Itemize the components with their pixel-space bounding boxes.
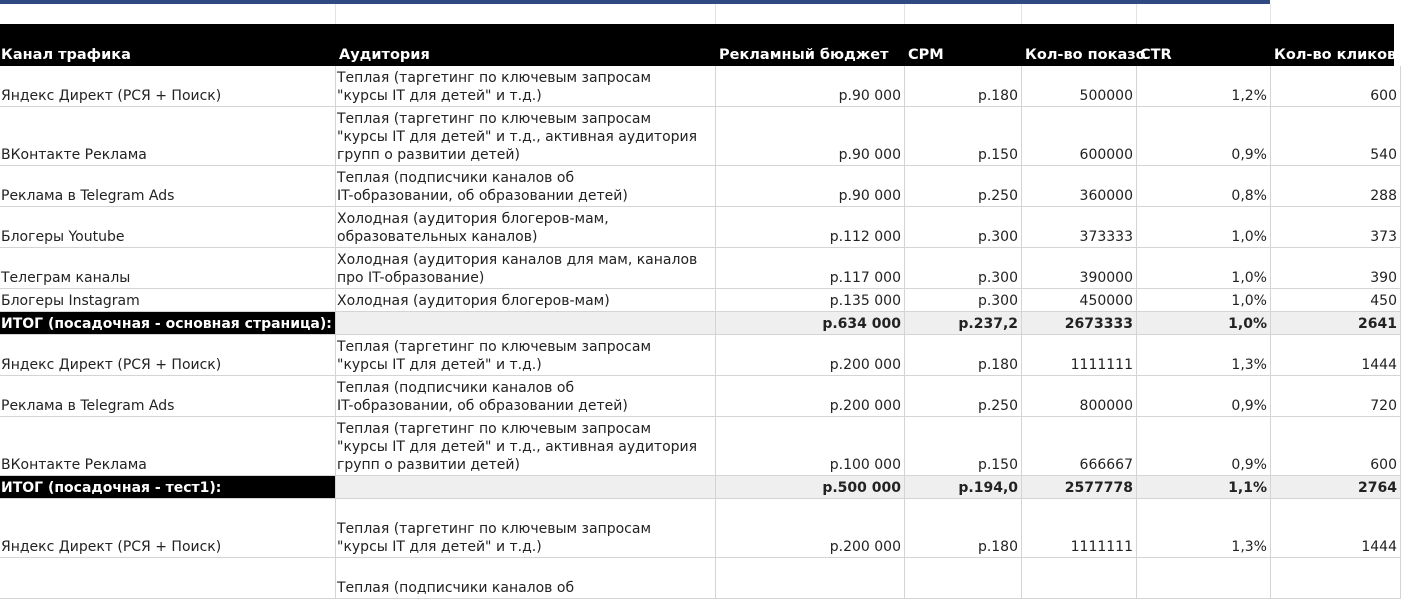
cell-ctr[interactable] (1137, 248, 1271, 289)
cell-ctr[interactable] (1137, 499, 1271, 558)
audience-value: Теплая (подписчики каналов об IT-образовании, об образовании детей) (337, 380, 628, 414)
cell-audience[interactable] (336, 66, 716, 107)
cell-ctr[interactable] (1137, 166, 1271, 207)
ctr-value: 1,3% (1231, 539, 1267, 555)
cpm-value: р.250 (977, 398, 1018, 414)
cell-clicks[interactable] (1271, 499, 1401, 558)
audience-value: Теплая (таргетинг по ключевым запросам "курсы IT для детей" и т.д., активная аудитория групп о развитии детей) (337, 421, 698, 473)
empty-row (0, 4, 1394, 24)
cell-budget[interactable] (716, 166, 905, 207)
cell-channel[interactable] (0, 207, 336, 248)
ctr-value: 1,0% (1231, 270, 1267, 286)
cell-cpm[interactable] (905, 335, 1022, 376)
clicks-value: 600 (1370, 88, 1397, 104)
cell-budget[interactable] (716, 499, 905, 558)
cell-impressions[interactable] (1022, 66, 1137, 107)
impressions-value: 373333 (1079, 229, 1133, 245)
cpm-value: р.150 (977, 147, 1018, 163)
ctr-value: 1,0% (1231, 293, 1267, 309)
column-divider (335, 4, 336, 24)
cell-clicks[interactable] (1271, 558, 1401, 599)
budget-value: р.90 000 (838, 188, 901, 204)
cell-cpm[interactable] (905, 558, 1022, 599)
clicks-value: 2764 (1358, 480, 1397, 496)
audience-value: Холодная (аудитория блогеров-мам, образовательных каналов) (337, 211, 609, 245)
cell-ctr[interactable] (1137, 376, 1271, 417)
cell-cpm[interactable] (905, 66, 1022, 107)
cell-audience[interactable] (336, 558, 716, 599)
cell-channel[interactable] (0, 66, 336, 107)
cell-cpm[interactable] (905, 166, 1022, 207)
cell-channel[interactable] (0, 417, 336, 476)
audience-value: Теплая (таргетинг по ключевым запросам "курсы IT для детей" и т.д.) (337, 70, 652, 104)
clicks-value: 373 (1370, 229, 1397, 245)
cell-clicks[interactable] (1271, 417, 1401, 476)
ctr-value: 0,8% (1231, 188, 1267, 204)
impressions-value: 360000 (1079, 188, 1133, 204)
impressions-value: 450000 (1079, 293, 1133, 309)
cell-budget[interactable] (716, 312, 905, 335)
cpm-value: р.150 (977, 457, 1018, 473)
impressions-value: 2673333 (1064, 316, 1133, 332)
cell-impressions[interactable] (1022, 166, 1137, 207)
cell-budget[interactable] (716, 207, 905, 248)
cell-ctr[interactable] (1137, 107, 1271, 166)
clicks-value: 450 (1370, 293, 1397, 309)
cpm-value: р.300 (977, 229, 1018, 245)
cpm-value: р.180 (977, 539, 1018, 555)
cell-ctr[interactable] (1137, 558, 1271, 599)
cell-ctr[interactable] (1137, 335, 1271, 376)
cell-impressions[interactable] (1022, 107, 1137, 166)
cpm-value: р.237,2 (958, 316, 1018, 332)
cpm-value: р.194,0 (958, 480, 1018, 496)
cell-channel[interactable] (0, 558, 336, 599)
cell-budget[interactable] (716, 376, 905, 417)
channel-value: ВКонтакте Реклама (1, 147, 147, 163)
cell-cpm[interactable] (905, 312, 1022, 335)
ctr-value: 1,0% (1231, 229, 1267, 245)
channel-value: Блогеры Youtube (1, 229, 125, 245)
cell-budget[interactable] (716, 417, 905, 476)
cell-channel[interactable] (0, 289, 336, 312)
cell-clicks[interactable] (1271, 207, 1401, 248)
header-impressions[interactable]: Кол-во показо (1025, 47, 1146, 63)
budget-value: р.135 000 (829, 293, 901, 309)
impressions-value: 1111111 (1070, 357, 1133, 373)
ctr-value: 0,9% (1231, 147, 1267, 163)
cell-budget[interactable] (716, 558, 905, 599)
audience-value: Теплая (таргетинг по ключевым запросам "курсы IT для детей" и т.д., активная аудитория групп о развитии детей) (337, 111, 698, 163)
channel-value: Реклама в Telegram Ads (1, 188, 175, 204)
channel-value: Яндекс Директ (РСЯ + Поиск) (1, 357, 222, 373)
ctr-value: 0,9% (1231, 457, 1267, 473)
impressions-value: 390000 (1079, 270, 1133, 286)
budget-value: р.117 000 (829, 270, 901, 286)
cell-cpm[interactable] (905, 376, 1022, 417)
cell-audience[interactable] (336, 417, 716, 476)
cell-impressions[interactable] (1022, 207, 1137, 248)
cell-channel[interactable] (0, 248, 336, 289)
audience-value: Холодная (аудитория блогеров-мам) (337, 293, 610, 309)
channel-value: Телеграм каналы (1, 270, 131, 286)
total-row (0, 476, 1397, 499)
cell-audience[interactable] (336, 499, 716, 558)
table-row (0, 417, 1397, 476)
cell-channel[interactable] (0, 376, 336, 417)
cell-clicks[interactable] (1271, 312, 1401, 335)
cpm-value: р.180 (977, 357, 1018, 373)
channel-value: Реклама в Telegram Ads (1, 398, 175, 414)
table-header-row (0, 24, 1397, 66)
table-row (0, 558, 1394, 599)
clicks-value: 600 (1370, 457, 1397, 473)
cell-clicks[interactable] (1271, 107, 1401, 166)
cell-ctr[interactable] (1137, 312, 1271, 335)
clicks-value: 720 (1370, 398, 1397, 414)
cell-clicks[interactable] (1271, 289, 1401, 312)
header-ctr[interactable]: CTR (1140, 47, 1172, 63)
impressions-value: 1111111 (1070, 539, 1133, 555)
cpm-value: р.250 (977, 188, 1018, 204)
audience-value: Холодная (аудитория каналов для мам, каналов про IT-образование) (337, 252, 698, 286)
audience-value: Теплая (подписчики каналов об (337, 580, 575, 596)
cell-clicks[interactable] (1271, 66, 1401, 107)
impressions-value: 600000 (1079, 147, 1133, 163)
cpm-value: р.300 (977, 293, 1018, 309)
table-row (0, 207, 1397, 248)
cell-cpm[interactable] (905, 417, 1022, 476)
budget-value: р.200 000 (829, 539, 901, 555)
cell-ctr[interactable] (1137, 417, 1271, 476)
clicks-value: 1444 (1361, 357, 1397, 373)
cell-budget[interactable] (716, 289, 905, 312)
cell-cpm[interactable] (905, 289, 1022, 312)
cell-impressions[interactable] (1022, 499, 1137, 558)
cell-audience[interactable] (336, 248, 716, 289)
cell-cpm[interactable] (905, 107, 1022, 166)
cell-ctr[interactable] (1137, 207, 1271, 248)
channel-value: ИТОГ (посадочная - основная страница): (1, 316, 332, 332)
budget-value: р.500 000 (822, 480, 901, 496)
clicks-value: 390 (1370, 270, 1397, 286)
clicks-value: 288 (1370, 188, 1397, 204)
table-row (0, 166, 1397, 207)
audience-value: Теплая (таргетинг по ключевым запросам "курсы IT для детей" и т.д.) (337, 339, 652, 373)
budget-value: р.90 000 (838, 88, 901, 104)
cell-ctr[interactable] (1137, 289, 1271, 312)
table-row (0, 499, 1397, 558)
table-row (0, 335, 1397, 376)
cell-budget[interactable] (716, 476, 905, 499)
budget-value: р.634 000 (822, 316, 901, 332)
cell-channel[interactable] (0, 335, 336, 376)
clicks-value: 1444 (1361, 539, 1397, 555)
header-cpm[interactable]: CPM (908, 47, 944, 63)
cpm-value: р.300 (977, 270, 1018, 286)
cell-impressions[interactable] (1022, 376, 1137, 417)
cell-budget[interactable] (716, 107, 905, 166)
budget-value: р.100 000 (829, 457, 901, 473)
cell-channel[interactable] (0, 312, 336, 335)
cell-audience[interactable] (336, 166, 716, 207)
ctr-value: 1,3% (1231, 357, 1267, 373)
table-row (0, 289, 1397, 312)
cell-audience[interactable] (336, 476, 716, 499)
cell-budget[interactable] (716, 335, 905, 376)
cell-channel[interactable] (0, 499, 336, 558)
audience-value: Теплая (таргетинг по ключевым запросам "курсы IT для детей" и т.д.) (337, 521, 652, 555)
header-audience[interactable]: Аудитория (339, 47, 430, 63)
column-divider (1136, 4, 1137, 24)
cell-channel[interactable] (0, 166, 336, 207)
column-divider (1021, 4, 1022, 24)
cell-impressions[interactable] (1022, 417, 1137, 476)
clicks-value: 2641 (1358, 316, 1397, 332)
total-row (0, 312, 1397, 335)
cell-budget[interactable] (716, 248, 905, 289)
audience-value: Теплая (подписчики каналов об IT-образовании, об образовании детей) (337, 170, 628, 204)
cell-clicks[interactable] (1271, 335, 1401, 376)
cell-audience[interactable] (336, 312, 716, 335)
ctr-value: 0,9% (1231, 398, 1267, 414)
impressions-value: 800000 (1079, 398, 1133, 414)
column-divider (1270, 4, 1271, 24)
cell-clicks[interactable] (1271, 476, 1401, 499)
header-budget[interactable]: Рекламный бюджет (719, 47, 889, 63)
cell-impressions[interactable] (1022, 476, 1137, 499)
cell-impressions[interactable] (1022, 335, 1137, 376)
cell-impressions[interactable] (1022, 289, 1137, 312)
cell-clicks[interactable] (1271, 376, 1401, 417)
budget-value: р.112 000 (829, 229, 901, 245)
table-row (0, 107, 1397, 166)
header-clicks[interactable]: Кол-во кликов (1274, 47, 1397, 63)
cell-cpm[interactable] (905, 207, 1022, 248)
column-divider (904, 4, 905, 24)
table-row (0, 66, 1397, 107)
budget-value: р.90 000 (838, 147, 901, 163)
cell-channel[interactable] (0, 476, 336, 499)
cell-audience[interactable] (336, 107, 716, 166)
cell-cpm[interactable] (905, 499, 1022, 558)
cell-impressions[interactable] (1022, 558, 1137, 599)
ctr-value: 1,1% (1228, 480, 1267, 496)
budget-value: р.200 000 (829, 357, 901, 373)
cell-channel[interactable] (0, 107, 336, 166)
cell-clicks[interactable] (1271, 248, 1401, 289)
table-row (0, 248, 1397, 289)
table-row (0, 376, 1397, 417)
impressions-value: 500000 (1079, 88, 1133, 104)
ctr-value: 1,0% (1228, 316, 1267, 332)
channel-value: ВКонтакте Реклама (1, 457, 147, 473)
cell-ctr[interactable] (1137, 66, 1271, 107)
cell-cpm[interactable] (905, 476, 1022, 499)
column-divider (715, 4, 716, 24)
header-channel[interactable]: Канал трафика (1, 47, 131, 63)
channel-value: Яндекс Директ (РСЯ + Поиск) (1, 539, 222, 555)
channel-value: Яндекс Директ (РСЯ + Поиск) (1, 88, 222, 104)
cell-cpm[interactable] (905, 248, 1022, 289)
cell-audience[interactable] (336, 335, 716, 376)
cell-clicks[interactable] (1271, 166, 1401, 207)
impressions-value: 666667 (1079, 457, 1133, 473)
cell-audience[interactable] (336, 207, 716, 248)
cell-ctr[interactable] (1137, 476, 1271, 499)
cell-impressions[interactable] (1022, 248, 1137, 289)
channel-value: Блогеры Instagram (1, 293, 140, 309)
cell-audience[interactable] (336, 289, 716, 312)
budget-value: р.200 000 (829, 398, 901, 414)
cell-budget[interactable] (716, 66, 905, 107)
clicks-value: 540 (1370, 147, 1397, 163)
ctr-value: 1,2% (1231, 88, 1267, 104)
cpm-value: р.180 (977, 88, 1018, 104)
channel-value: ИТОГ (посадочная - тест1): (1, 480, 222, 496)
cell-audience[interactable] (336, 376, 716, 417)
cell-impressions[interactable] (1022, 312, 1137, 335)
impressions-value: 2577778 (1064, 480, 1133, 496)
